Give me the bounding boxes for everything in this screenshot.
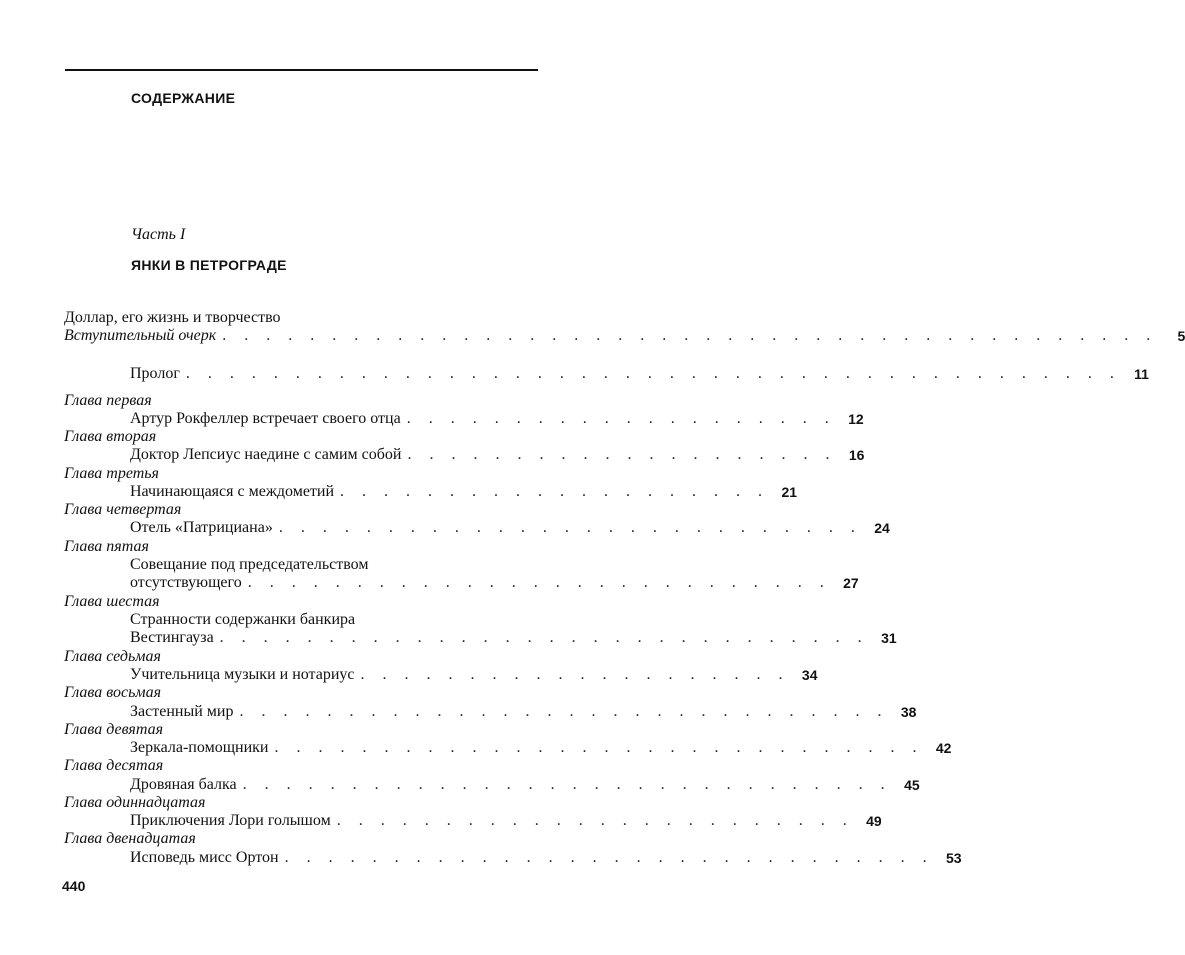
entry-title-line: Странности содержанки банкира: [130, 611, 356, 628]
entry-title: Отель «Патрициана»: [130, 519, 273, 536]
part-title: ЯНКИ В ПЕТРОГРАДЕ: [131, 257, 287, 273]
toc-entry: [130, 483, 798, 501]
page-number: 42: [935, 740, 952, 756]
leader-dots: . . . . . . . . . . . . . . . . . . . .: [406, 410, 836, 427]
chapter-label: Глава шестая: [64, 593, 160, 610]
toc-entry: [130, 666, 818, 684]
page-number: 5: [1177, 328, 1185, 344]
toc-entry: [130, 776, 920, 794]
page-number: 31: [881, 630, 897, 646]
leader-dots: . . . . . . . . . . . . . . . . . . . .: [360, 666, 790, 683]
page-number: 21: [781, 484, 798, 500]
page-number: 12: [848, 411, 864, 427]
page-title: СОДЕРЖАНИЕ: [131, 90, 236, 106]
chapter-label: Глава десятая: [64, 757, 164, 774]
toc-entry: [130, 519, 890, 537]
toc-entry: [130, 739, 952, 757]
chapter-label: Глава вторая: [64, 428, 157, 445]
top-rule: [65, 69, 538, 71]
toc-entry: [130, 812, 882, 830]
entry-title: Учительница музыки и нотариус: [130, 666, 355, 683]
chapter-label: Глава третья: [64, 465, 159, 482]
leader-dots: . . . . . . . . . . . . . . . . . . . . . . . . . . . . . .: [242, 776, 892, 793]
leader-dots: . . . . . . . . . . . . . . . . . . . . . . . . . . .: [247, 574, 831, 591]
intro-subtitle: Вступительный очерк: [64, 327, 217, 344]
entry-title: отсутствующего: [130, 574, 242, 591]
chapter-label: Глава седьмая: [64, 648, 161, 665]
leader-dots: . . . . . . . . . . . . . . . . . . . . . . . . . . .: [278, 519, 862, 536]
chapter-label: Глава двенадцатая: [64, 830, 196, 847]
entry-title-line: Совещание под председательством: [130, 556, 369, 573]
page-number: 45: [904, 777, 920, 793]
entry-title: Дровяная балка: [130, 776, 237, 793]
toc-entry-intro: [64, 327, 1185, 345]
toc-entry-prolog: [130, 365, 1149, 383]
chapter-label: Глава первая: [64, 392, 152, 409]
leader-dots: . . . . . . . . . . . . . . . . . . . . . . . .: [336, 812, 854, 829]
entry-title: Зеркала-помощники: [130, 739, 269, 756]
leader-dots: . . . . . . . . . . . . . . . . . . . .: [407, 446, 837, 463]
folio-page-number: 440: [62, 878, 86, 894]
leader-dots: . . . . . . . . . . . . . . . . . . . . . . . . . . . . . .: [274, 739, 924, 756]
page-number: 27: [843, 575, 859, 591]
part-label: Часть I: [131, 226, 186, 243]
entry-title: Приключения Лори голышом: [130, 812, 331, 829]
leader-dots: . . . . . . . . . . . . . . . . . . . . . . . . . . . . . .: [239, 703, 889, 720]
toc-entry: [130, 446, 865, 464]
chapter-label: Глава восьмая: [64, 684, 162, 701]
chapter-label: Глава четвертая: [64, 501, 182, 518]
leader-dots: . . . . . . . . . . . . . . . . . . . . . . . . . . . . . . . . . . . . . . . . . . .: [222, 327, 1158, 344]
page-number: 38: [900, 704, 917, 720]
entry-title: Застенный мир: [130, 703, 234, 720]
toc-entry: [130, 849, 962, 867]
toc-entry: [130, 629, 897, 647]
leader-dots: . . . . . . . . . . . . . . . . . . . .: [340, 483, 770, 500]
toc-entry: [130, 703, 917, 721]
entry-title: Пролог: [130, 365, 180, 382]
entry-title: Начинающаяся с междометий: [130, 483, 335, 500]
page-number: 11: [1134, 366, 1149, 382]
intro-title: Доллар, его жизнь и творчество: [64, 309, 281, 326]
page-number: 53: [946, 850, 962, 866]
page-number: 16: [848, 447, 865, 463]
entry-title: Исповедь мисс Ортон: [130, 849, 279, 866]
entry-title: Артур Рокфеллер встречает своего отца: [130, 410, 401, 427]
leader-dots: . . . . . . . . . . . . . . . . . . . . . . . . . . . . . .: [219, 629, 869, 646]
toc-entry: [130, 574, 859, 592]
chapter-label: Глава девятая: [64, 721, 164, 738]
chapter-label: Глава пятая: [64, 538, 149, 555]
entry-title: Вестингауза: [130, 629, 214, 646]
chapter-label: Глава одиннадцатая: [64, 794, 206, 811]
entry-title: Доктор Лепсиус наедине с самим собой: [130, 446, 402, 463]
leader-dots: . . . . . . . . . . . . . . . . . . . . . . . . . . . . . .: [284, 849, 934, 866]
leader-dots: . . . . . . . . . . . . . . . . . . . . . . . . . . . . . . . . . . . . . . . . . . .: [185, 365, 1121, 382]
page-number: 24: [874, 520, 890, 536]
page-number: 49: [866, 813, 882, 829]
page-number: 34: [801, 667, 818, 683]
toc-entry: [130, 410, 864, 428]
